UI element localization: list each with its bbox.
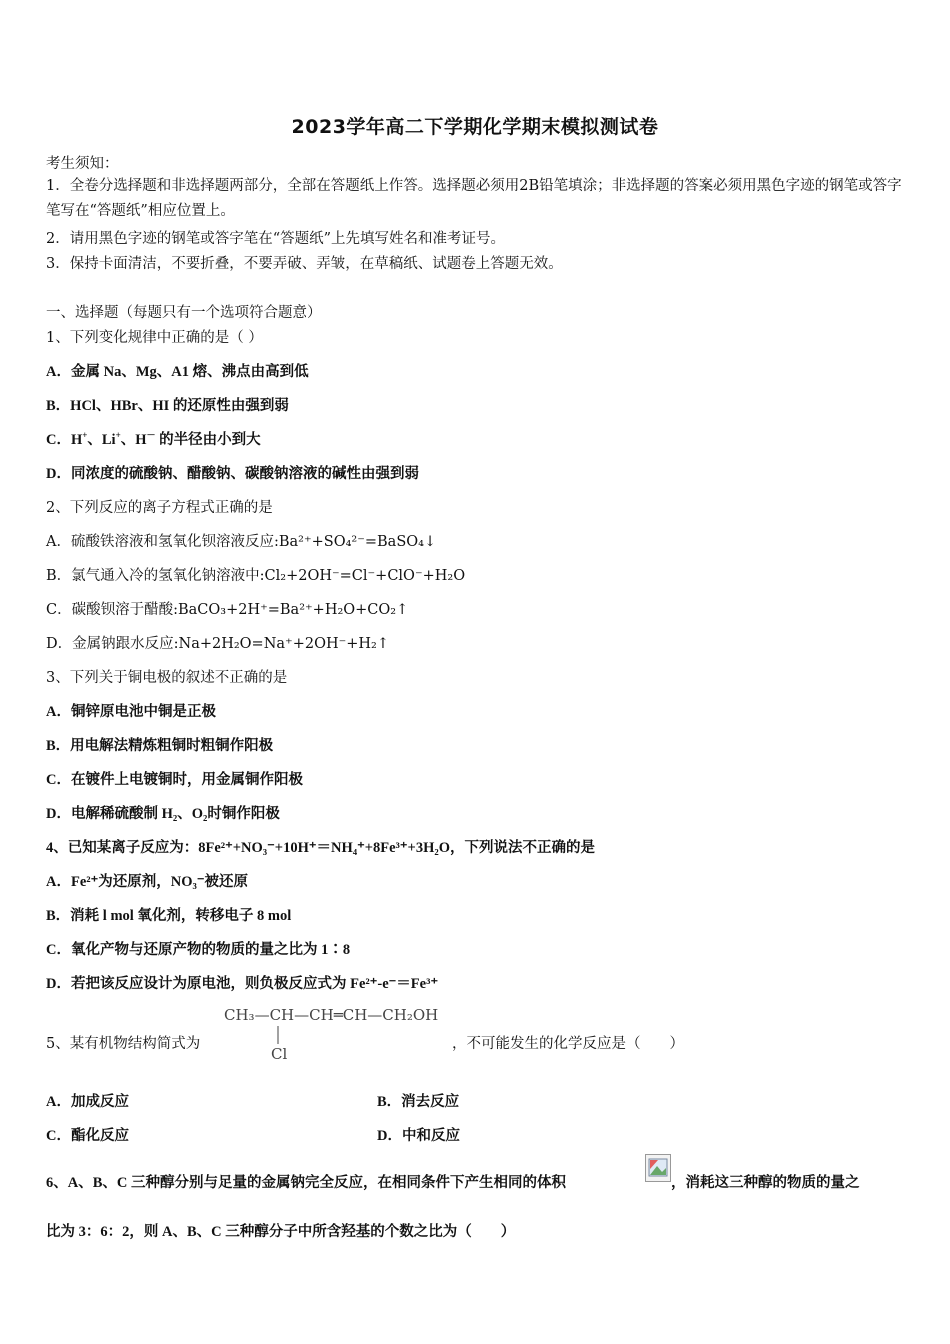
formula-main-chain: CH₃—CH—CH═CH—CH₂OH <box>224 1006 439 1024</box>
q1-c-part: 、Li <box>87 432 116 448</box>
q3-option-d: D．电解稀硫酸制 H₂、O₂时铜作阳极 <box>46 806 280 822</box>
q1-stem: 1、下列变化规律中正确的是（ ） <box>46 330 263 346</box>
q5-option-b: B．消去反应 <box>377 1094 460 1110</box>
q2-option-b: B．氯气通入冷的氢氧化钠溶液中:Cl₂+2OH⁻=Cl⁻+ClO⁻+H₂O <box>46 568 466 584</box>
formula-substituent: Cl <box>271 1045 288 1062</box>
q1-c-part: C．H <box>46 432 83 448</box>
q4-option-c: C．氧化产物与还原产物的物质的量之比为 1∶8 <box>46 942 351 958</box>
q1-option-c <box>46 428 261 449</box>
q4-stem: 4、已知某离子反应为：8Fe²⁺+NO₃⁻+10H⁺＝NH₄⁺+8Fe³⁺+3H₂O，下列说法不正确的是 <box>46 840 595 856</box>
q6-line2: 比为 3：6：2，则 A、B、C 三种醇分子中所含羟基的个数之比为（ ） <box>46 1224 516 1240</box>
q2-option-a: A．硫酸铁溶液和氢氧化钡溶液反应:Ba²⁺+SO₄²⁻=BaSO₄↓ <box>46 534 437 550</box>
q1-option-d: D．同浓度的硫酸钠、醋酸钠、碳酸钠溶液的碱性由强到弱 <box>46 466 419 482</box>
q3-option-a: A．铜锌原电池中铜是正极 <box>46 704 216 720</box>
broken-image-icon <box>645 1154 671 1182</box>
q4-option-a: A．Fe²⁺为还原剂，NO₃⁻被还原 <box>46 874 249 890</box>
q2-option-d: D．金属钠跟水反应:Na+2H₂O=Na⁺+2OH⁻+H₂↑ <box>46 636 390 652</box>
q1-c-sup: － <box>146 430 156 441</box>
q3-option-c: C．在镀件上电镀铜时，用金属铜作阳极 <box>46 772 303 788</box>
q1-c-sup: + <box>115 430 121 441</box>
q1-c-part: 的半径由小到大 <box>155 432 261 448</box>
q5-stem-post: ，不可能发生的化学反应是（ ） <box>452 1036 684 1052</box>
q3-option-b: B．用电解法精炼粗铜时粗铜作阳极 <box>46 738 274 754</box>
q6-line1-pre: 6、A、B、C 三种醇分别与足量的金属钠完全反应，在相同条件下产生相同的体积 <box>46 1175 566 1191</box>
q4-option-d: D．若把该反应设计为原电池，则负极反应式为 Fe²⁺-e⁻＝Fe³⁺ <box>46 976 439 992</box>
q5-option-c: C．酯化反应 <box>46 1128 129 1144</box>
q2-option-c: C．碳酸钡溶于醋酸:BaCO₃+2H⁺=Ba²⁺+H₂O+CO₂↑ <box>46 602 409 618</box>
page-title: 2023学年高二下学期化学期末模拟测试卷 <box>291 116 659 138</box>
notice-item-1: 1．全卷分选择题和非选择题两部分，全部在答题纸上作答。选择题必须用2B铅笔填涂；非选择题的答案必须用黑色字迹的钢笔或答字笔写在“答题纸”相应位置上。 <box>46 178 902 219</box>
notice-item-3: 3．保持卡面清洁，不要折叠，不要弄破、弄皱，在草稿纸、试题卷上答题无效。 <box>46 256 563 272</box>
q1-c-sup: + <box>82 430 88 441</box>
q2-stem: 2、下列反应的离子方程式正确的是 <box>46 500 273 516</box>
q5-option-a: A．加成反应 <box>46 1094 129 1110</box>
q4-option-b: B．消耗 l mol 氧化剂，转移电子 8 mol <box>46 908 292 924</box>
q5-stem-pre: 5、某有机物结构简式为 <box>46 1036 201 1052</box>
q1-option-b: B．HCl、HBr、HI 的还原性由强到弱 <box>46 398 289 414</box>
q1-option-a: A．金属 Na、Mg、A1 熔、沸点由高到低 <box>46 364 309 380</box>
q5-option-d: D．中和反应 <box>377 1128 460 1144</box>
notice-item-2: 2．请用黑色字迹的钢笔或答字笔在“答题纸”上先填写姓名和准考证号。 <box>46 231 506 247</box>
q1-c-part: 、H <box>120 432 147 448</box>
section-heading: 一、选择题（每题只有一个选项符合题意） <box>46 305 322 321</box>
q6-line1-post: ，消耗这三种醇的物质的量之 <box>671 1175 860 1191</box>
q3-stem: 3、下列关于铜电极的叙述不正确的是 <box>46 670 288 686</box>
structural-formula <box>222 1000 462 1062</box>
notice-heading: 考生须知： <box>46 156 119 172</box>
